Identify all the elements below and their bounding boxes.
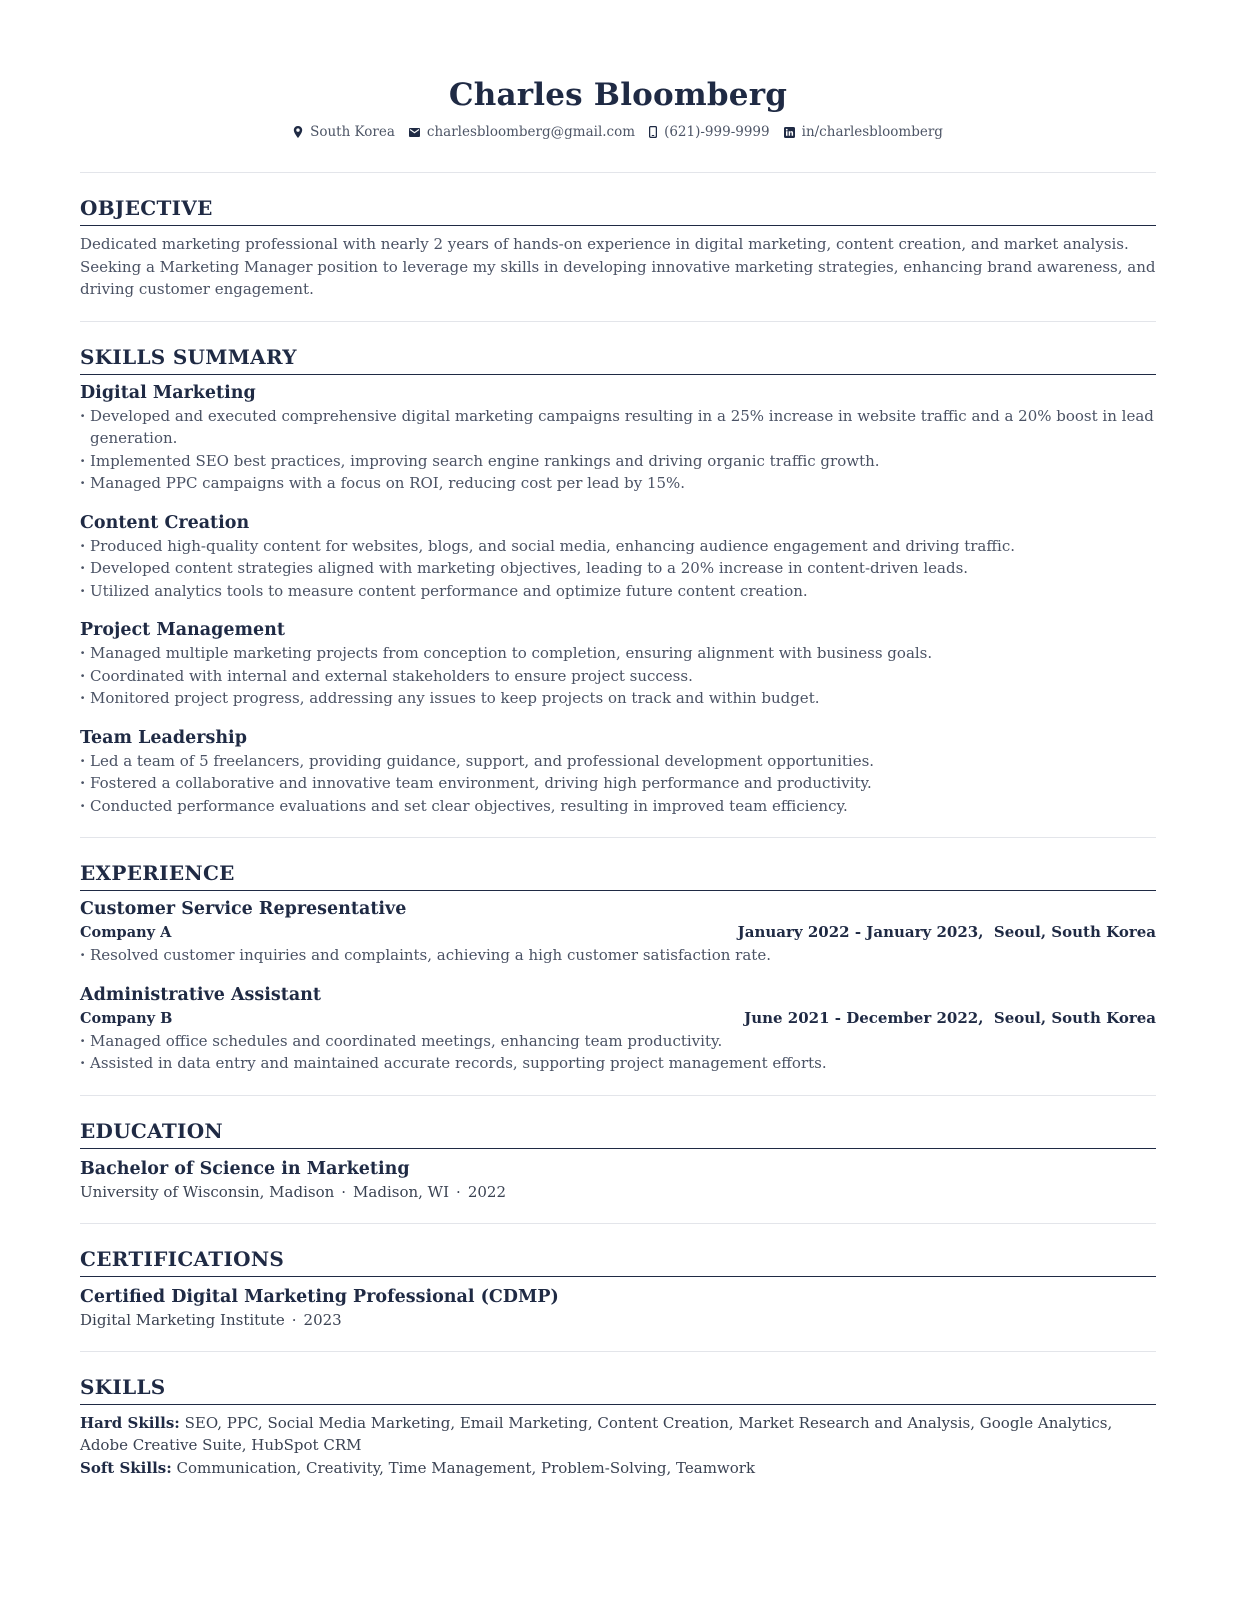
certifications-section	[80, 1224, 1156, 1352]
linkedin-icon	[784, 127, 795, 138]
soft-skills-label: Soft Skills:	[80, 1458, 172, 1477]
soft-skills-text: Communication, Creativity, Time Management, Problem-Solving, Teamwork	[176, 1458, 756, 1477]
list-item: · Developed content strategies aligned with marketing objectives, leading to a 20% increase in content-driven leads.	[80, 557, 1156, 580]
certification-year: 2023	[303, 1310, 342, 1329]
job-company: Company A	[80, 924, 172, 941]
list-item: · Managed office schedules and coordinated meetings, enhancing team productivity.	[80, 1030, 1156, 1053]
job-info-row	[80, 1007, 1156, 1030]
skills-lists	[80, 1412, 1156, 1480]
bullet-separator: ·	[341, 1182, 347, 1201]
skills-summary-groups	[80, 381, 1156, 818]
certification-name: Certified Digital Marketing Professional (CDMP)	[80, 1286, 559, 1307]
experience-section	[80, 838, 1156, 1096]
email-text[interactable]: charlesbloomberg@gmail.com	[426, 124, 636, 140]
hard-skills	[80, 1412, 1156, 1457]
skill-group	[80, 381, 1156, 495]
job-entry	[80, 983, 1156, 1075]
contact-bar	[80, 122, 1156, 142]
job-bullets	[80, 1030, 1156, 1075]
job-bullets	[80, 944, 1156, 967]
skill-group-title: Team Leadership	[80, 727, 247, 748]
job-dates-location: June 2021 - December 2022, Seoul, South Korea	[744, 1008, 1156, 1027]
section-title-experience: EXPERIENCE	[80, 860, 1156, 891]
job-company: Company B	[80, 1009, 173, 1027]
linkedin-text[interactable]: in/charlesbloomberg	[801, 124, 943, 140]
skill-group-title: Digital Marketing	[80, 382, 256, 403]
job-role: Customer Service Representative	[80, 899, 407, 919]
certification-issuer: Digital Marketing Institute	[80, 1310, 285, 1329]
job-entry	[80, 897, 1156, 967]
skill-group	[80, 511, 1156, 603]
location-text: South Korea	[310, 124, 395, 140]
skill-group-list	[80, 642, 1156, 710]
phone-text[interactable]: (621)-999-9999	[664, 124, 770, 140]
list-item: · Resolved customer inquiries and complaints, achieving a high customer satisfaction rate.	[80, 944, 1156, 967]
soft-skills	[80, 1457, 1156, 1480]
certification-meta	[80, 1309, 1156, 1331]
skill-group-title: Content Creation	[80, 512, 250, 533]
objective-text: Dedicated marketing professional with nearly 2 years of hands-on experience in digital marketing, content creation, and market analysis. Seeking a Marketing Manager position to leverage my skills in developing innovative marketing strategies, enhancing brand awareness, and driving customer engagement.	[80, 235, 1156, 298]
bullet-separator: ·	[291, 1310, 297, 1329]
section-title-skills: SKILLS	[80, 1374, 1156, 1405]
list-item: · Implemented SEO best practices, improving search engine rankings and driving organic traffic growth.	[80, 450, 1156, 473]
list-item: · Monitored project progress, addressing any issues to keep projects on track and within budget.	[80, 687, 1156, 710]
map-pin-icon	[293, 126, 303, 138]
skills-section	[80, 1352, 1156, 1480]
graduation-year: 2022	[467, 1182, 506, 1201]
objective-section	[80, 173, 1156, 322]
skill-group-list	[80, 405, 1156, 495]
list-item: · Developed and executed comprehensive digital marketing campaigns resulting in a 25% increase in website traffic and a 20% boost in lead generation.	[80, 405, 1156, 450]
mobile-phone-icon	[649, 126, 657, 138]
skill-group	[80, 726, 1156, 818]
list-item: · Utilized analytics tools to measure content performance and optimize future content creation.	[80, 580, 1156, 603]
section-title-education: EDUCATION	[80, 1118, 1156, 1149]
school-name: University of Wisconsin, Madison	[80, 1182, 335, 1201]
skill-group-list	[80, 535, 1156, 603]
education-meta	[80, 1181, 1156, 1203]
job-dates-location: January 2022 - January 2023, Seoul, South Korea	[737, 923, 1156, 941]
skills-summary-section	[80, 322, 1156, 839]
section-title-skills-summary: SKILLS SUMMARY	[80, 344, 1156, 375]
list-item: · Produced high-quality content for websites, blogs, and social media, enhancing audience engagement and driving traffic.	[80, 535, 1156, 558]
certification-entry	[80, 1285, 1156, 1331]
list-item: · Coordinated with internal and external stakeholders to ensure project success.	[80, 665, 1156, 688]
experience-list	[80, 897, 1156, 1075]
bullet-separator: ·	[456, 1182, 461, 1201]
education-section	[80, 1096, 1156, 1224]
contact-linkedin[interactable]	[784, 122, 943, 142]
skill-group	[80, 618, 1156, 710]
contact-phone[interactable]	[649, 122, 770, 142]
education-entry	[80, 1157, 1156, 1203]
skill-group-title: Project Management	[80, 620, 285, 640]
list-item: · Assisted in data entry and maintained accurate records, supporting project management efforts.	[80, 1052, 1156, 1075]
skill-group-list	[80, 750, 1156, 818]
degree-title: Bachelor of Science in Marketing	[80, 1158, 410, 1179]
list-item: · Managed PPC campaigns with a focus on ROI, reducing cost per lead by 15%.	[80, 472, 1156, 495]
list-item: · Conducted performance evaluations and set clear objectives, resulting in improved team efficiency.	[80, 795, 1156, 818]
job-info-row	[80, 921, 1156, 944]
contact-location	[293, 122, 395, 142]
section-title-certifications: CERTIFICATIONS	[80, 1246, 1156, 1277]
job-role: Administrative Assistant	[80, 984, 321, 1005]
section-title-objective: OBJECTIVE	[80, 195, 1156, 226]
school-location: Madison, WI	[353, 1182, 450, 1201]
list-item: · Managed multiple marketing projects from conception to completion, ensuring alignment with business goals.	[80, 642, 1156, 665]
hard-skills-label: Hard Skills:	[80, 1413, 180, 1432]
hard-skills-text: SEO, PPC, Social Media Marketing, Email Marketing, Content Creation, Market Research and Analysis, Google Analytics, Adobe Creative Suite, HubSpot CRM	[80, 1413, 1113, 1454]
candidate-name: Charles Bloomberg	[448, 77, 788, 113]
list-item: · Led a team of 5 freelancers, providing guidance, support, and professional development opportunities.	[80, 750, 1156, 773]
list-item: · Fostered a collaborative and innovative team environment, driving high performance and productivity.	[80, 772, 1156, 795]
contact-email[interactable]	[409, 122, 635, 142]
envelope-icon	[409, 128, 420, 137]
